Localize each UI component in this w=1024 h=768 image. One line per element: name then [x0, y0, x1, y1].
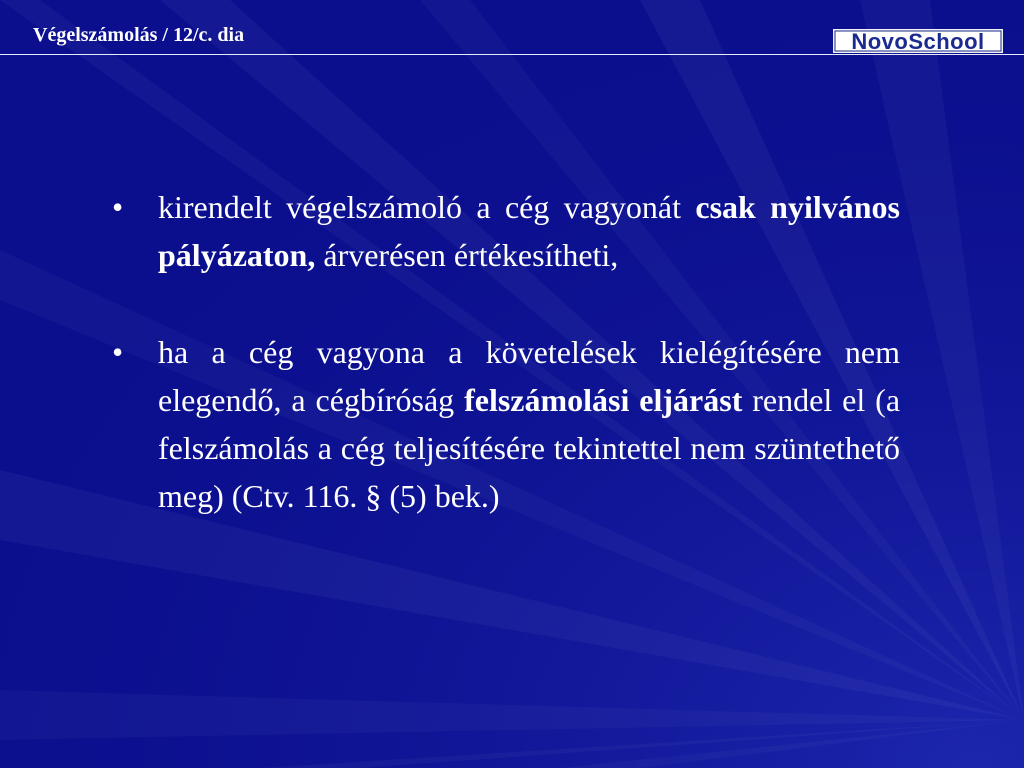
- slide-header-title: Végelszámolás / 12/c. dia: [33, 24, 245, 46]
- bullet-bold-text: csak nyilvános pályázaton,: [158, 189, 901, 273]
- bullet-text: árverésen értékesítheti,: [315, 237, 619, 273]
- bullet-marker: •: [112, 189, 124, 225]
- header-divider: [0, 54, 1024, 55]
- bullet-item: [112, 328, 900, 520]
- bullet-item: [112, 183, 900, 279]
- novoschool-logo: [833, 29, 1003, 53]
- slide-content: [112, 183, 900, 520]
- bullet-marker: •: [112, 334, 124, 370]
- bullet-text: ha a cég vagyona a követelések kielégítésére nem elegendő, a cégbíróság: [158, 334, 900, 418]
- bullet-text: rendel el (a felszámolás a cég teljesítésére tekintettel nem szüntethető meg) (Ctv. 116. § (5) bek.): [158, 382, 901, 514]
- bullet-bold-text: felszámolási eljárást: [464, 382, 743, 418]
- bullet-text: kirendelt végelszámoló a cég vagyonát: [158, 189, 696, 225]
- logo-text: NovoSchool: [851, 29, 985, 53]
